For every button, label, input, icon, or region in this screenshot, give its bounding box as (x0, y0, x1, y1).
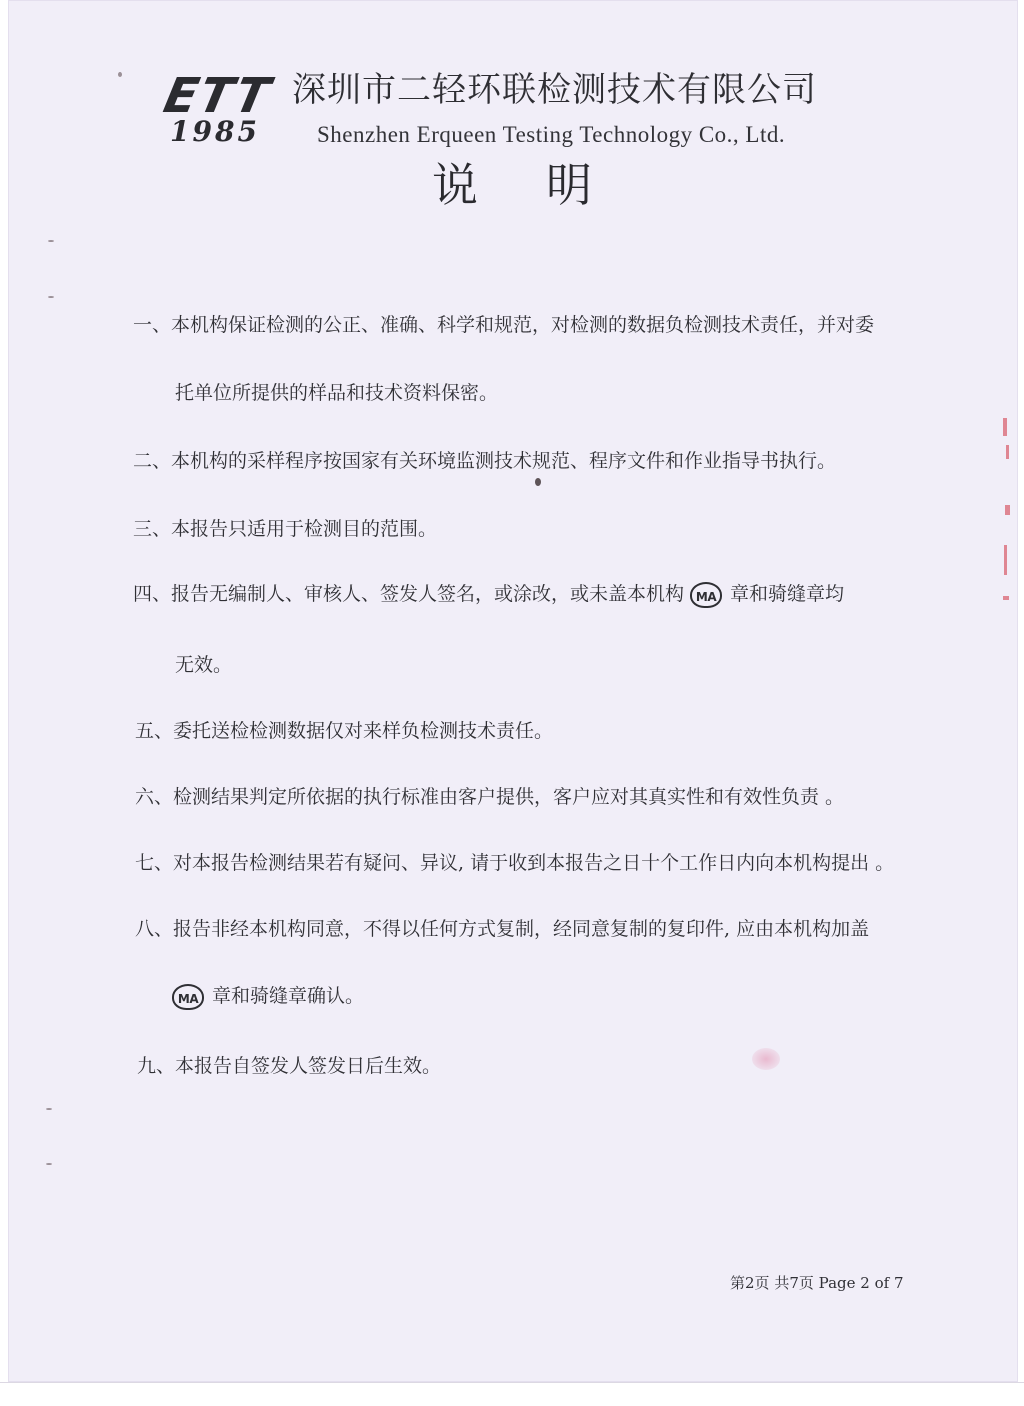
statement-item-6: 六、检测结果判定所依据的执行标准由客户提供，客户应对其真实性和有效性负责 。 (135, 786, 845, 808)
cma-seal-icon: MA (172, 984, 204, 1010)
footer-page-cn: 第2页 (730, 1274, 770, 1292)
statement-item-4-continuation: 无效。 (175, 654, 233, 676)
footer-total-number: 7 (893, 1274, 904, 1292)
footer-of-label: of (874, 1274, 890, 1292)
statement-item-5: 五、委托送检检测数据仅对来样负检测技术责任。 (135, 720, 554, 742)
statement-item-3: 三、本报告只适用于检测目的范围。 (133, 518, 438, 540)
scan-speck (118, 72, 122, 77)
statement-item-1-continuation: 托单位所提供的样品和技术资料保密。 (175, 382, 499, 404)
statement-item-8-continuation: MA 章和骑缝章确认。 (172, 984, 364, 1010)
statement-item-4-text: 四、报告无编制人、审核人、签发人签名，或涂改，或未盖本机构 (133, 583, 685, 605)
company-logo: ETT (159, 68, 277, 124)
page-footer (730, 1272, 904, 1293)
statement-item-4-text-after-seal: 章和骑缝章均 (730, 583, 845, 605)
logo-year: 1985 (170, 115, 260, 148)
scan-speck (46, 1163, 52, 1165)
stamp-fragment (1005, 505, 1010, 515)
footer-total-cn: 共7页 (774, 1274, 814, 1292)
stamp-fragment (1003, 418, 1007, 436)
stamp-fragment (1003, 596, 1009, 600)
ink-smudge (752, 1048, 780, 1070)
stamp-fragment (1006, 445, 1009, 459)
statement-item-7: 七、对本报告检测结果若有疑问、异议, 请于收到本报告之日十个工作日内向本机构提出 。 (135, 852, 895, 874)
scan-speck (48, 296, 54, 298)
statement-item-9: 九、本报告自签发人签发日后生效。 (137, 1055, 442, 1077)
cma-seal-icon: MA (690, 582, 722, 608)
footer-page-label: Page (818, 1274, 856, 1292)
statement-item-2: 二、本机构的采样程序按国家有关环境监测技术规范、程序文件和作业指导书执行。 (133, 450, 837, 472)
company-name-en: Shenzhen Erqueen Testing Technology Co., Ltd. (317, 122, 786, 147)
scan-speck (48, 240, 54, 242)
document-title: 说明 (432, 158, 660, 212)
statement-item-4 (133, 582, 844, 608)
footer-page-number: 2 (860, 1274, 870, 1292)
company-name-cn: 深圳市二轻环联检测技术有限公司 (292, 70, 817, 110)
statement-item-8: 八、报告非经本机构同意，不得以任何方式复制，经同意复制的复印件, 应由本机构加盖 (135, 918, 870, 940)
scan-margin (0, 1382, 1024, 1406)
scan-speck (46, 1108, 52, 1110)
statement-item-1: 一、本机构保证检测的公正、准确、科学和规范，对检测的数据负检测技术责任，并对委 (133, 314, 875, 336)
stamp-fragment (1004, 545, 1007, 575)
scan-speck (535, 478, 541, 486)
